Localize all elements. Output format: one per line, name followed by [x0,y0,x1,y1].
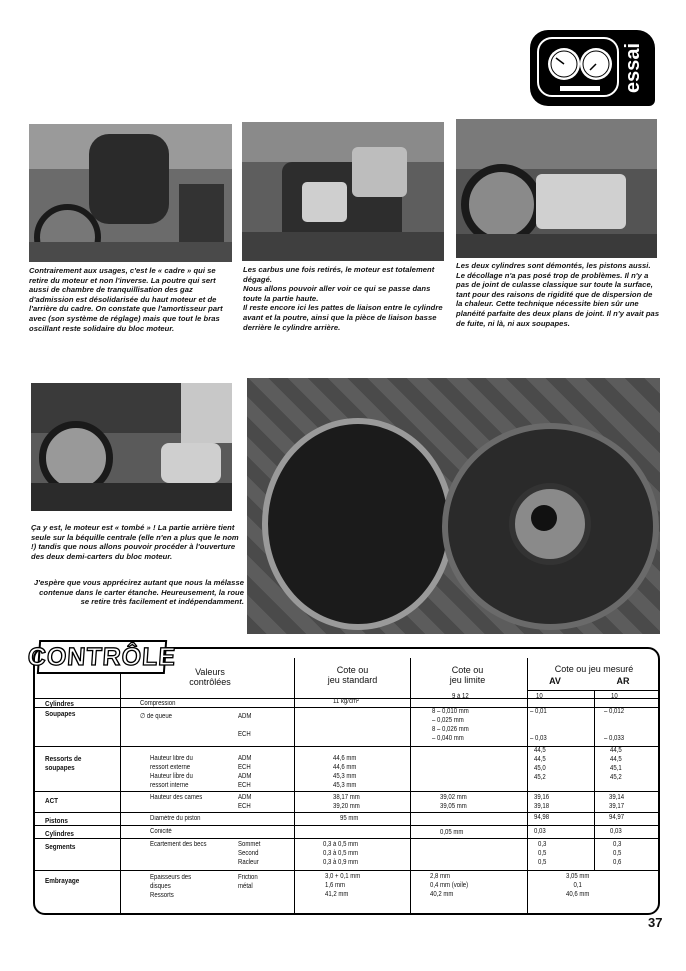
caption-photo-3: Les deux cylindres sont démontés, les pistons aussi. Le décollage n'a pas posé trop de problèmes. Il n'y a pas de joint de culasse classique sur toute la surface, tant pour des raisons de rigidité que de dispersion de la chaleur. Cette technique nécessite bien sûr une planéité parfaite des deux plans de joint. Il n'y avait pas de fuite, ni là, ni aux soupapes. [456,261,660,328]
row-name: Soupapes [45,709,76,718]
header-mesure: Cote ou jeu mesuré [554,664,634,674]
row-name: ACT [45,796,59,805]
page-number: 37 [648,915,663,930]
header-valeurs: Valeurs contrôlées [189,667,231,687]
header-ar: AR [616,676,630,686]
logo-text: essai [622,42,644,94]
row-name: Pistons [45,816,68,825]
row-name: Cylindres [45,699,74,708]
row-name: Ressorts de soupapes [45,754,82,772]
caption-photo-1: Contrairement aux usages, c'est le « cadre » qui se retire du moteur et non l'inverse. La poutre qui sert aussi de chambre de tranquillisation des gaz d'admission est désolidarisée du haut moteur et de l'arrière du cadre. On constate que l'amortisseur part avec (son système de réglage) mais que tout le bras oscillant reste solidaire du bloc moteur. [29,266,223,333]
photo-engine-carbs-removed [242,122,444,261]
caption-photo-4: Ça y est, le moteur est « tombé » ! La partie arrière tient seule sur la béquille centrale (elle n'en a plus que le nom !) tandis que nous allons pouvoir procéder à l'ouverture des deux demi-carters du bloc moteur. [31,523,239,561]
header-av: AV [549,676,561,686]
row-name: Embrayage [45,876,80,885]
header-limite: Cote ou jeu limite [449,665,486,685]
row-name: Segments [45,842,76,851]
photo-engine-dropped [31,383,232,511]
caption-photo-5: J'espère que vous apprécirez autant que nous la mélasse contenue dans le carter étanche. Heureusement, la roue se retire très facilement et indépendamment. [33,578,244,607]
magazine-logo [530,30,655,106]
row-name: Cylindres [45,829,74,838]
header-standard: Cote ou jeu standard [327,665,378,685]
photo-cylinders-removed [456,119,657,258]
table-title: CONTRÔLE [37,640,167,674]
photo-crankcase-opened [247,378,660,634]
photo-frame-removed [29,124,232,262]
caption-photo-2: Les carbus une fois retirés, le moteur est totalement dégagé. Nous allons pouvoir aller voir ce qui se passe dans toute la partie haute. Il reste encore ici les pattes de liaison entre le cylindre avant et la poutre, ainsi que la pièce de liaison basse derrière le cylindre arrière. [243,265,443,332]
